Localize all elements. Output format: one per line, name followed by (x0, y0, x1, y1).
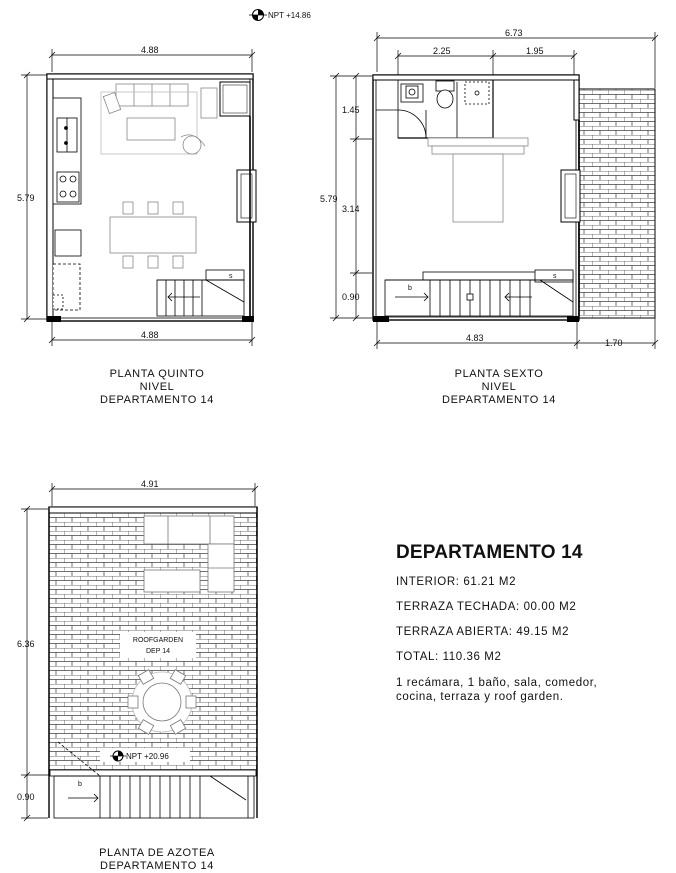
level-marker-top (249, 10, 311, 21)
stair-mark-b: b (408, 285, 412, 292)
caption-line: DEPARTAMENTO 14 (442, 394, 556, 406)
dim-bottom: 4.88 (141, 330, 159, 340)
dim-a: 2.25 (433, 46, 451, 56)
roof-label-box (120, 632, 196, 658)
roofgarden-label: ROOFGARDEN (132, 637, 184, 644)
stairs (385, 270, 573, 316)
npt-top-label: NPT +14.86 (268, 11, 311, 20)
stair-mark-s: s (553, 273, 557, 280)
bed (428, 138, 528, 222)
dep-label: DEP 14 (146, 648, 170, 655)
dim-left: 5.79 (17, 193, 35, 203)
window-right (237, 170, 256, 222)
plan-azotea (17, 479, 258, 821)
kitchen-counter (53, 98, 81, 310)
dim-left-2: 0.90 (17, 792, 35, 802)
caption-line: DEPARTAMENTO 14 (100, 860, 214, 872)
stair-mark-s: s (229, 273, 233, 280)
caption-line: PLANTA QUINTO (109, 368, 205, 380)
caption-line: NIVEL (139, 381, 175, 393)
dim-top: 4.88 (141, 45, 159, 55)
interior-area: INTERIOR: 61.21 M2 (396, 576, 517, 588)
dim-left-2: 3.14 (342, 204, 360, 214)
dim-left: 6.36 (17, 639, 35, 649)
dim-left-total: 5.79 (320, 194, 338, 204)
total-area: TOTAL: 110.36 M2 (396, 651, 502, 663)
dim-bottom-1: 4.83 (466, 333, 484, 343)
covered-terrace-area: TERRAZA TECHADA: 00.00 M2 (396, 601, 577, 613)
caption-plan-sexto (424, 368, 574, 407)
bathroom (376, 80, 493, 138)
apartment-info (396, 542, 666, 704)
dim-left-3: 0.90 (342, 292, 360, 302)
caption-line: NIVEL (481, 381, 517, 393)
caption-line: PLANTA DE AZOTEA (99, 847, 215, 859)
dim-bottom-2: 1.70 (605, 338, 623, 348)
dim-top: 4.91 (141, 479, 159, 489)
dimension-partial-top (395, 50, 577, 75)
caption-line: DEPARTAMENTO 14 (100, 394, 214, 406)
plan-quinto-nivel (17, 45, 256, 346)
plan-sexto-nivel (320, 28, 658, 349)
apartment-title: DEPARTAMENTO 14 (396, 542, 583, 563)
level-marker-roof (100, 748, 190, 762)
caption-plan-azotea (82, 847, 232, 873)
living-furniture (101, 84, 217, 154)
dining-table (110, 202, 196, 268)
open-terrace-area: TERRAZA ABIERTA: 49.15 M2 (396, 626, 570, 638)
caption-plan-quinto (82, 368, 232, 407)
dim-left-1: 1.45 (342, 105, 360, 115)
apartment-description: 1 recámara, 1 baño, sala, comedor, cocina, terraza y roof garden. (396, 677, 598, 703)
window-right (561, 170, 580, 222)
caption-line: PLANTA SEXTO (454, 368, 544, 380)
terrace-brick (579, 89, 655, 318)
dim-total: 6.73 (505, 28, 523, 38)
dim-b: 1.95 (526, 46, 544, 56)
stair-mark-b: b (78, 781, 82, 788)
npt-roof-label: NPT +20.96 (126, 752, 169, 761)
